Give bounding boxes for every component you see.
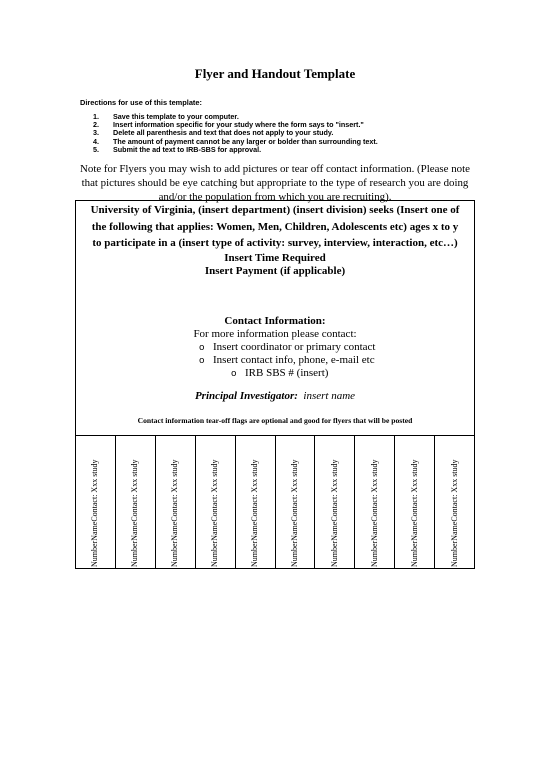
flag-text: NumberNameContact: Xxx study bbox=[210, 459, 220, 567]
payment-info: Insert Payment (if applicable) bbox=[204, 265, 346, 277]
tearoff-flag[interactable] bbox=[236, 436, 276, 569]
contact-item bbox=[199, 354, 375, 366]
direction-text: Delete all parenthesis and text that does not apply to your study. bbox=[113, 128, 334, 138]
direction-number: 2. bbox=[93, 120, 99, 130]
direction-text: Submit the ad text to IRB-SBS for approval. bbox=[113, 144, 262, 154]
flag-text: NumberNameContact: Xxx study bbox=[289, 459, 299, 567]
direction-text: Save this template to your computer. bbox=[113, 112, 239, 121]
flyer-box bbox=[75, 200, 475, 569]
direction-number: 1. bbox=[93, 112, 99, 121]
bullet-icon: o bbox=[199, 356, 205, 366]
contact-item bbox=[231, 367, 328, 379]
tearoff-flag[interactable] bbox=[156, 436, 196, 569]
contact-heading: Contact Information: bbox=[224, 315, 326, 327]
direction-number: 5. bbox=[93, 144, 99, 154]
flag-text: NumberNameContact: Xxx study bbox=[449, 459, 459, 567]
contact-item-text: Insert contact info, phone, e-mail etc bbox=[213, 354, 375, 366]
direction-number: 3. bbox=[93, 128, 99, 138]
page-title: Flyer and Handout Template bbox=[194, 66, 356, 81]
flag-text: NumberNameContact: Xxx study bbox=[369, 459, 379, 567]
flag-text: NumberNameContact: Xxx study bbox=[250, 459, 260, 567]
tearoff-flag[interactable] bbox=[276, 436, 316, 569]
flyer-headline: University of Virginia, (insert department) (insert division) seeks (Insert one of the following that applies: Women, Men, Children, Adolescents etc) ages x to y to participate in a (insert type of activity: survey, interview, interaction, etc…) bbox=[90, 204, 460, 249]
flyer-body bbox=[76, 201, 474, 435]
tearoff-flag[interactable] bbox=[76, 436, 116, 569]
tearoff-flag[interactable] bbox=[315, 436, 355, 569]
contact-item bbox=[199, 341, 376, 353]
pi-label: Principal Investigator: bbox=[194, 390, 298, 402]
bullet-icon: o bbox=[231, 369, 237, 379]
tearoff-note: Contact information tear-off flags are optional and good for flyers that will be posted bbox=[137, 416, 413, 425]
flag-text: NumberNameContact: Xxx study bbox=[90, 459, 100, 567]
tearoff-flag[interactable] bbox=[116, 436, 156, 569]
time-required: Insert Time Required bbox=[224, 252, 326, 264]
direction-item bbox=[93, 146, 378, 154]
direction-text: The amount of payment cannot be any larger or bolder than surrounding text. bbox=[113, 136, 378, 146]
principal-investigator bbox=[76, 390, 474, 402]
direction-text: Insert information specific for your study where the form says to "insert." bbox=[113, 120, 364, 130]
contact-intro: For more information please contact: bbox=[193, 328, 357, 340]
bullet-icon: o bbox=[199, 343, 205, 353]
directions-heading: Directions for use of this template: bbox=[80, 98, 202, 107]
directions-list bbox=[93, 113, 378, 154]
flag-text: NumberNameContact: Xxx study bbox=[409, 459, 419, 567]
tearoff-flag[interactable] bbox=[355, 436, 395, 569]
contact-item-text: IRB SBS # (insert) bbox=[245, 367, 329, 379]
flag-text: NumberNameContact: Xxx study bbox=[329, 459, 339, 567]
flag-text: NumberNameContact: Xxx study bbox=[170, 459, 180, 567]
tearoff-flags bbox=[76, 435, 474, 569]
contact-item-text: Insert coordinator or primary contact bbox=[213, 341, 376, 353]
tearoff-flag[interactable] bbox=[395, 436, 435, 569]
tearoff-flag[interactable] bbox=[196, 436, 236, 569]
flag-text: NumberNameContact: Xxx study bbox=[130, 459, 140, 567]
pi-value: insert name bbox=[303, 390, 356, 402]
direction-number: 4. bbox=[93, 136, 99, 146]
flyer-note: Note for Flyers you may wish to add pictures or tear off contact information. (Please note that pictures should be eye catching but appropriate to the type of research you are doing and/or the population from which you are recruiting). bbox=[80, 163, 470, 203]
tearoff-flag[interactable] bbox=[435, 436, 474, 569]
